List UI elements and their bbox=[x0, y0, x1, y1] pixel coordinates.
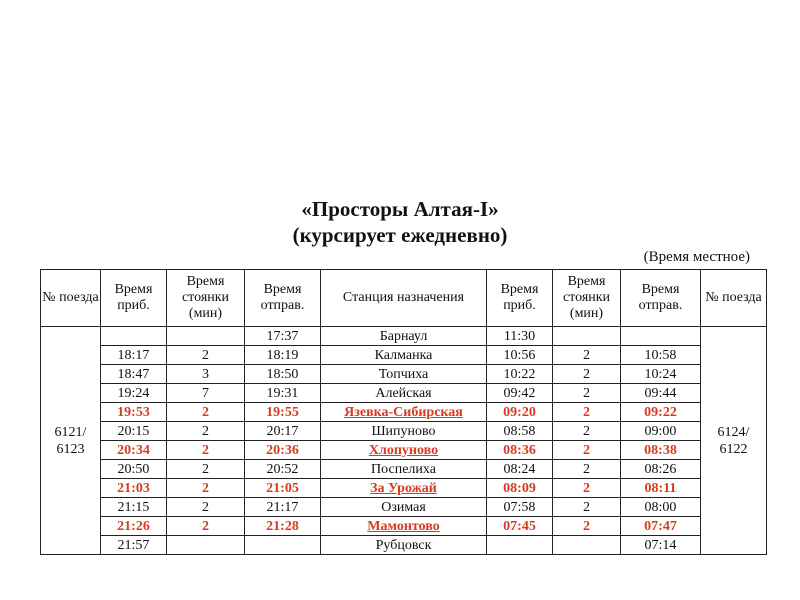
arrival-time-outbound bbox=[101, 327, 167, 346]
arrival-time-outbound: 19:53 bbox=[101, 403, 167, 422]
stop-duration-return: 2 bbox=[553, 479, 621, 498]
departure-time-return: 07:14 bbox=[621, 536, 701, 555]
train-number-left: 6121/ 6123 bbox=[41, 327, 101, 555]
table-row bbox=[41, 460, 767, 479]
stop-duration-outbound: 3 bbox=[167, 365, 245, 384]
stop-duration-outbound: 2 bbox=[167, 403, 245, 422]
stop-duration-return bbox=[553, 536, 621, 555]
timetable-title bbox=[0, 196, 800, 248]
table-row bbox=[41, 479, 767, 498]
header-station: Станция назначения bbox=[321, 270, 487, 327]
departure-time-outbound: 19:31 bbox=[245, 384, 321, 403]
station-cell bbox=[321, 422, 487, 441]
departure-time-outbound: 21:05 bbox=[245, 479, 321, 498]
departure-time-return: 10:58 bbox=[621, 346, 701, 365]
stop-duration-return: 2 bbox=[553, 517, 621, 536]
table-row bbox=[41, 327, 767, 346]
arrival-time-return: 10:22 bbox=[487, 365, 553, 384]
table-row bbox=[41, 346, 767, 365]
timetable bbox=[40, 269, 767, 555]
station-name: За Урожай bbox=[370, 480, 437, 496]
station-cell bbox=[321, 346, 487, 365]
table-row bbox=[41, 517, 767, 536]
departure-time-return: 08:38 bbox=[621, 441, 701, 460]
local-time-note: (Время местное) bbox=[643, 249, 750, 265]
departure-time-outbound: 18:19 bbox=[245, 346, 321, 365]
departure-time-return: 07:47 bbox=[621, 517, 701, 536]
title-line-name: «Просторы Алтая-I» bbox=[301, 197, 499, 221]
stop-duration-return bbox=[553, 327, 621, 346]
timetable-body bbox=[41, 327, 767, 555]
departure-time-return: 09:00 bbox=[621, 422, 701, 441]
station-cell bbox=[321, 498, 487, 517]
arrival-time-return: 07:45 bbox=[487, 517, 553, 536]
table-row bbox=[41, 365, 767, 384]
arrival-time-return: 08:36 bbox=[487, 441, 553, 460]
station-name: Язевка-Сибирская bbox=[344, 404, 463, 420]
arrival-time-outbound: 19:24 bbox=[101, 384, 167, 403]
arrival-time-outbound: 20:50 bbox=[101, 460, 167, 479]
departure-time-return: 08:00 bbox=[621, 498, 701, 517]
header-train-no-left: № поезда bbox=[41, 270, 101, 327]
departure-time-outbound: 17:37 bbox=[245, 327, 321, 346]
arrival-time-return: 08:24 bbox=[487, 460, 553, 479]
departure-time-outbound: 21:28 bbox=[245, 517, 321, 536]
arrival-time-outbound: 18:17 bbox=[101, 346, 167, 365]
header-train-no-right: № поезда bbox=[701, 270, 767, 327]
departure-time-return bbox=[621, 327, 701, 346]
station-cell bbox=[321, 365, 487, 384]
arrival-time-outbound: 21:03 bbox=[101, 479, 167, 498]
station-name: Алейская bbox=[375, 385, 432, 401]
header-arrival-left: Время приб. bbox=[101, 270, 167, 327]
station-name: Барнаул bbox=[379, 328, 428, 344]
station-name: Мамонтово bbox=[367, 518, 440, 534]
train-number-right: 6124/ 6122 bbox=[701, 327, 767, 555]
stop-duration-outbound: 2 bbox=[167, 422, 245, 441]
header-arrival-right: Время приб. bbox=[487, 270, 553, 327]
departure-time-return: 08:26 bbox=[621, 460, 701, 479]
stop-duration-return: 2 bbox=[553, 498, 621, 517]
stop-duration-return: 2 bbox=[553, 365, 621, 384]
table-row bbox=[41, 403, 767, 422]
stop-duration-outbound bbox=[167, 327, 245, 346]
header-departure-left: Время отправ. bbox=[245, 270, 321, 327]
arrival-time-outbound: 18:47 bbox=[101, 365, 167, 384]
stop-duration-return: 2 bbox=[553, 384, 621, 403]
table-row bbox=[41, 422, 767, 441]
header-stop-right: Время стоянки (мин) bbox=[553, 270, 621, 327]
table-row bbox=[41, 498, 767, 517]
arrival-time-outbound: 21:26 bbox=[101, 517, 167, 536]
arrival-time-return bbox=[487, 536, 553, 555]
departure-time-outbound: 20:17 bbox=[245, 422, 321, 441]
departure-time-outbound: 20:52 bbox=[245, 460, 321, 479]
stop-duration-outbound: 2 bbox=[167, 460, 245, 479]
stop-duration-return: 2 bbox=[553, 460, 621, 479]
station-name: Топчиха bbox=[378, 366, 429, 382]
header-stop-left: Время стоянки (мин) bbox=[167, 270, 245, 327]
departure-time-outbound: 20:36 bbox=[245, 441, 321, 460]
arrival-time-return: 09:20 bbox=[487, 403, 553, 422]
arrival-time-return: 11:30 bbox=[487, 327, 553, 346]
departure-time-return: 09:22 bbox=[621, 403, 701, 422]
departure-time-return: 09:44 bbox=[621, 384, 701, 403]
title-line-schedule: (курсирует ежедневно) bbox=[292, 223, 508, 247]
departure-time-outbound: 19:55 bbox=[245, 403, 321, 422]
departure-time-outbound: 21:17 bbox=[245, 498, 321, 517]
arrival-time-return: 08:58 bbox=[487, 422, 553, 441]
station-name: Шипуново bbox=[371, 423, 436, 439]
stop-duration-outbound: 2 bbox=[167, 479, 245, 498]
stop-duration-outbound: 2 bbox=[167, 346, 245, 365]
station-name: Хлопуново bbox=[368, 442, 439, 458]
table-row bbox=[41, 536, 767, 555]
station-name: Озимая bbox=[381, 499, 426, 515]
arrival-time-outbound: 21:15 bbox=[101, 498, 167, 517]
station-name: Поспелиха bbox=[371, 461, 436, 477]
departure-time-return: 08:11 bbox=[621, 479, 701, 498]
arrival-time-outbound: 20:34 bbox=[101, 441, 167, 460]
station-cell bbox=[321, 403, 487, 422]
departure-time-outbound: 18:50 bbox=[245, 365, 321, 384]
arrival-time-return: 07:58 bbox=[487, 498, 553, 517]
header-departure-right: Время отправ. bbox=[621, 270, 701, 327]
station-cell bbox=[321, 441, 487, 460]
arrival-time-return: 08:09 bbox=[487, 479, 553, 498]
arrival-time-return: 09:42 bbox=[487, 384, 553, 403]
station-cell bbox=[321, 384, 487, 403]
departure-time-outbound bbox=[245, 536, 321, 555]
stop-duration-outbound: 2 bbox=[167, 517, 245, 536]
station-cell bbox=[321, 327, 487, 346]
station-name: Калманка bbox=[374, 347, 433, 363]
arrival-time-outbound: 21:57 bbox=[101, 536, 167, 555]
table-row bbox=[41, 441, 767, 460]
stop-duration-outbound: 2 bbox=[167, 441, 245, 460]
station-cell bbox=[321, 460, 487, 479]
stop-duration-return: 2 bbox=[553, 403, 621, 422]
station-cell bbox=[321, 479, 487, 498]
station-cell bbox=[321, 536, 487, 555]
stop-duration-return: 2 bbox=[553, 422, 621, 441]
departure-time-return: 10:24 bbox=[621, 365, 701, 384]
table-row bbox=[41, 384, 767, 403]
stop-duration-outbound: 7 bbox=[167, 384, 245, 403]
stop-duration-outbound bbox=[167, 536, 245, 555]
stop-duration-return: 2 bbox=[553, 346, 621, 365]
station-name: Рубцовск bbox=[375, 537, 432, 553]
arrival-time-outbound: 20:15 bbox=[101, 422, 167, 441]
header-row bbox=[41, 270, 767, 327]
station-cell bbox=[321, 517, 487, 536]
stop-duration-return: 2 bbox=[553, 441, 621, 460]
stop-duration-outbound: 2 bbox=[167, 498, 245, 517]
arrival-time-return: 10:56 bbox=[487, 346, 553, 365]
